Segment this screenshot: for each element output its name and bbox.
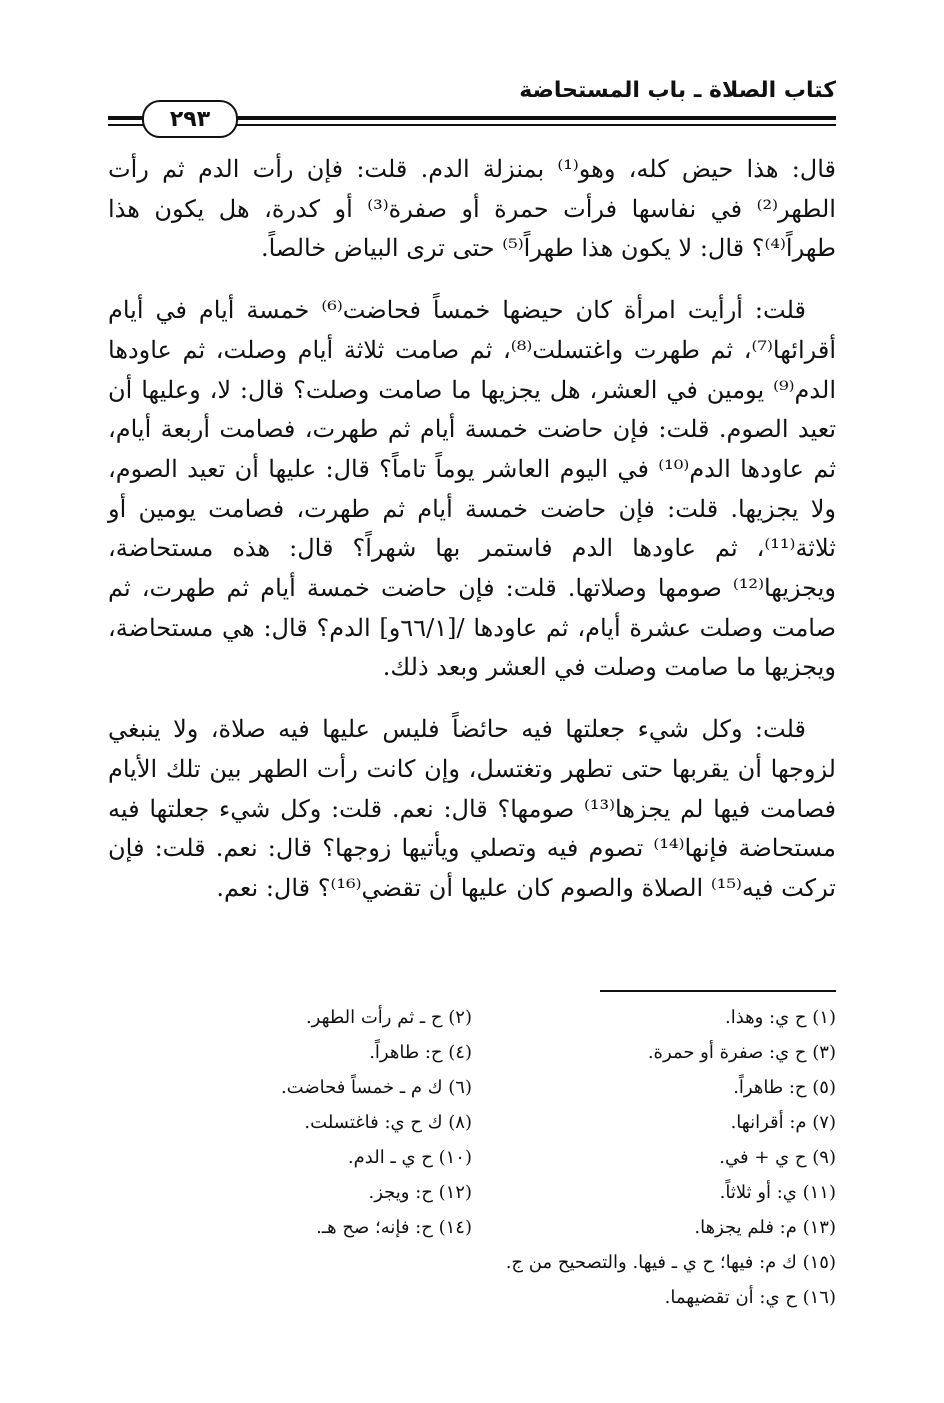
paragraph: قلت: أرأيت امرأة كان حيضها خمساً فحاضت⁽⁶⁾ خمسة أيام في أيام أقرائها⁽⁷⁾، ثم طهرت واغتسلت⁽⁸⁾، ثم صامت ثلاثة أيام وصلت، ثم عاودها الدم⁽⁹⁾ يومين في العشر، هل يجزيها ما صامت وصلت؟ قال: لا، وعليها أن تعيد الصوم. قلت: فإن حاضت خمسة أيام ثم طهرت، فصامت أربعة أيام، ثم عاودها الدم⁽¹⁰⁾ في اليوم العاشر يوماً تاماً؟ قال: عليها أن تعيد الصوم، ولا يجزيها. قلت: فإن حاضت خمسة أيام ثم طهرت، فصامت يومين أو ثلاثة⁽¹¹⁾، ثم عاودها الدم فاستمر بها شهراً؟ قال: هذه مستحاضة، ويجزيها⁽¹²⁾ صومها وصلاتها. قلت: فإن حاضت خمسة أيام ثم طهرت، ثم صامت وصلت عشرة أيام، ثم عاودها /[٦٦/١و] الدم؟ قال: هي مستحاضة، ويجزيها ما صامت وصلت في العشر وبعد ذلك. (108, 296, 837, 682)
footnote: (١٥) ك م: فيها؛ ح ي ـ فيها. والتصحيح من ج. (505, 1252, 836, 1273)
footnote-row (108, 1035, 836, 1070)
footnote-row (108, 1070, 836, 1105)
footnote: (١٦) ح ي: أن تقضيهما. (664, 1287, 836, 1308)
footnote: (١٢) ح: ويجز. (368, 1182, 472, 1203)
footnote-row (108, 1140, 836, 1175)
paragraph: قال: هذا حيض كله، وهو⁽¹⁾ بمنزلة الدم. قلت: فإن رأت الدم ثم رأت الطهر⁽²⁾ في نفاسها فرأت حمرة أو صفرة⁽³⁾ أو كدرة، هل يكون هذا طهراً⁽⁴⁾؟ قال: لا يكون هذا طهراً⁽⁵⁾ حتى ترى البياض خالصاً. (108, 155, 837, 263)
paragraph: قلت: وكل شيء جعلتها فيه حائضاً فليس عليها فيه صلاة، ولا ينبغي لزوجها أن يقربها حتى تطهر وتغتسل، وإن كانت رأت الطهر بين تلك الأيام فصامت فيها لم يجزها⁽¹³⁾ صومها؟ قال: نعم. قلت: وكل شيء جعلتها فيه مستحاضة فإنها⁽¹⁴⁾ تصوم فيه وتصلي ويأتيها زوجها؟ قال: نعم. قلت: فإن تركت فيه⁽¹⁵⁾ الصلاة والصوم كان عليها أن تقضي⁽¹⁶⁾؟ قال: نعم. (108, 715, 837, 902)
footnote: (١٣) م: فلم يجزها. (694, 1217, 836, 1238)
footnotes (108, 1000, 836, 1315)
footnote: (٧) م: أقرانها. (730, 1112, 836, 1133)
footnote-row (108, 1210, 836, 1245)
footnote-row (108, 1105, 836, 1140)
footnote: (٨) ك ح ي: فاغتسلت. (304, 1112, 472, 1133)
footnote-separator (600, 990, 836, 992)
footnote: (١١) ي: أو ثلاثاً. (719, 1182, 836, 1203)
page-number: ٢٩٣ (142, 100, 238, 138)
running-head-title: كتاب الصلاة ـ باب المستحاضة (519, 78, 836, 103)
footnote: (١) ح ي: وهذا. (724, 1007, 836, 1028)
footnote-row (108, 1000, 836, 1035)
footnote-row (108, 1175, 836, 1210)
footnote: (٢) ح ـ ثم رأت الطهر. (305, 1007, 472, 1028)
main-text (108, 150, 836, 931)
footnote: (٣) ح ي: صفرة أو حمرة. (647, 1042, 836, 1063)
footnote: (٩) ح ي + في. (719, 1147, 836, 1168)
footnote: (١٠) ح ي ـ الدم. (347, 1147, 472, 1168)
footnote: (٥) ح: طاهراً. (733, 1077, 836, 1098)
footnote: (١٤) ح: فإنه؛ صح هـ. (316, 1217, 472, 1238)
footnote: (٤) ح: طاهراً. (369, 1042, 472, 1063)
footnote: (٦) ك م ـ خمساً فحاضت. (280, 1077, 472, 1098)
